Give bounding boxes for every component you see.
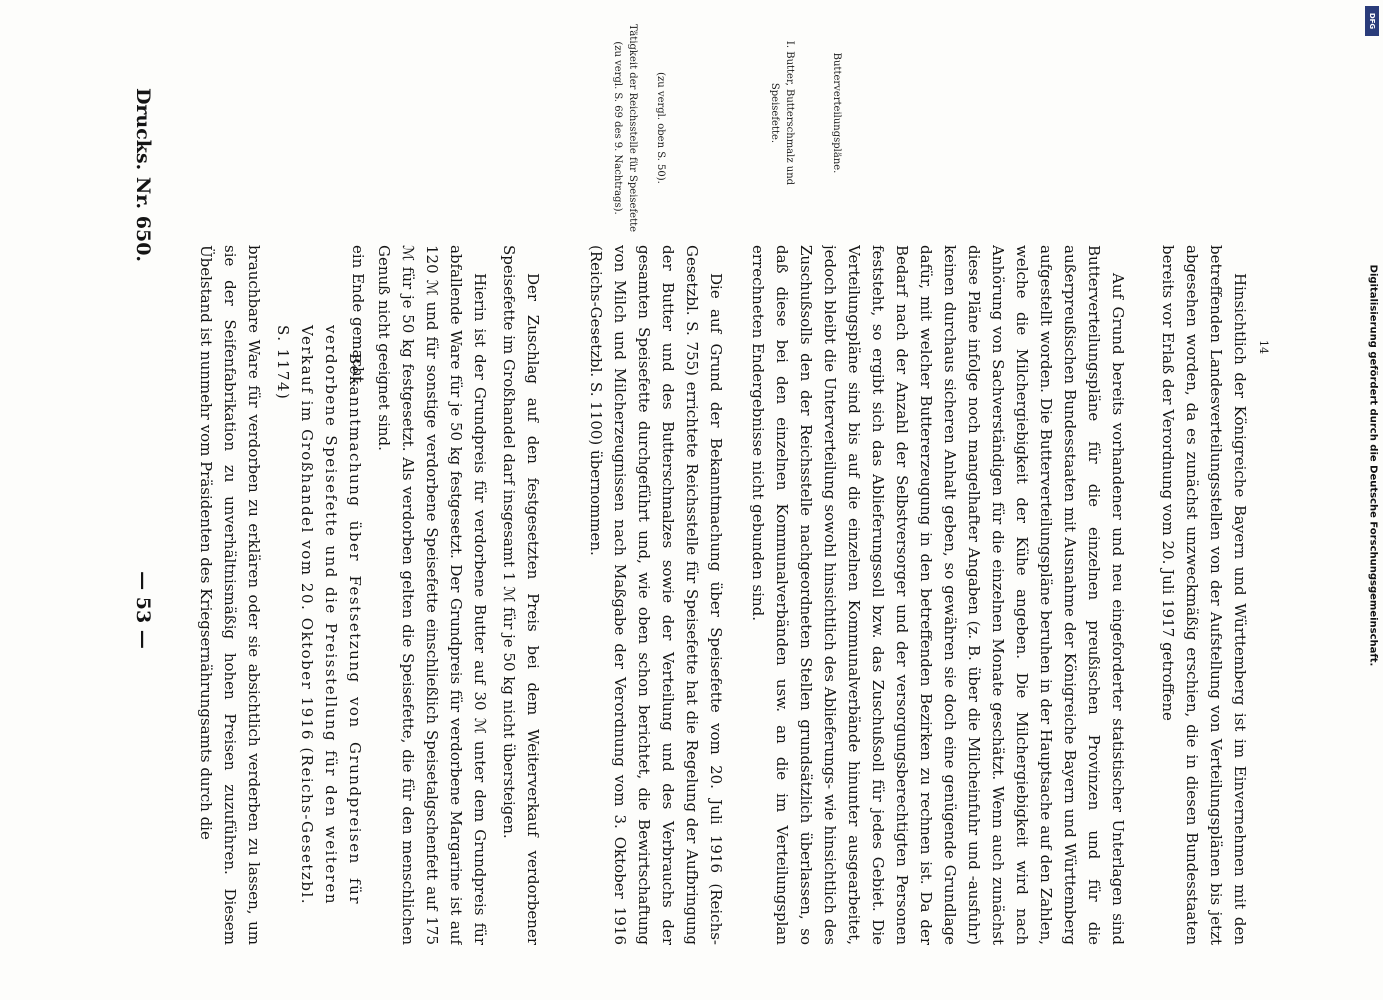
paragraph-block [745, 245, 1130, 945]
margin-note-text: Butterverteilungspläne. [831, 52, 842, 174]
signature-mark-rot: 14 [1257, 340, 1270, 354]
dfg-badge-text: DFG [1368, 12, 1376, 30]
margin-note-text: (zu vergl. oben S. 50). [655, 72, 666, 184]
margin-note [572, 18, 640, 238]
paragraph-block [346, 245, 370, 945]
paragraph-text: ein Ende gemacht. [349, 245, 367, 388]
paragraph-text: Der Zuschlag auf den festgesetzten Preis bei dem Weiterverkauf verdorbener Speisefette im Großhandel darf insgesamt 1 ℳ für je 50 kg nicht übersteigen. [500, 245, 542, 945]
paragraph-text: Hierin ist der Grundpreis für verdorbene Butter auf 30 ℳ unter dem Grundpreis für abfallende Ware für je 50 kg festgesetzt. Der Grundpreis für verdorbene Margarine ist auf 120 ℳ und für sonstige verdorbene Speisefette einschließlich Speisetalgschenfett auf 175 ℳ für je 50 kg festgesetzt. Als verdorben gelten die Speisefette, die für den menschlichen Genuß nicht geeignet sind. [375, 245, 489, 945]
paragraph-text: Bekanntmachung über Festsetzung von Grundpreisen für verdorbene Speisefette und die Preisstellung für den weiteren Verkauf im Großhandel vom 20. Oktober 1916 (Reichs-Gesetzbl. S. 1174) [274, 325, 364, 905]
margin-note [822, 18, 844, 208]
dfg-credit-line: Digitalisierung gefördert durch die Deutsche Forschungsgemeinschaft. [1367, 264, 1379, 667]
paragraph-block [570, 245, 728, 945]
margin-note-text: I. Butter, Butterschmalz und Speisefette. [769, 40, 795, 186]
margin-note [646, 18, 668, 238]
margin-note-text: Tätigkeit der Reichsstelle für Speisefette (zu vergl. S. 69 des 9. Nachtrags). [612, 23, 638, 233]
paragraph-text: Die auf Grund der Bekanntmachung über Speisefette vom 20. Juli 1916 (Reichs-Gesetzbl. S. 755) errichtete Reichsstelle für Speisefette hat die Regelung der Aufbringung der Butter und des Butterschmalzes sowie der Verteilung und des Verbrauchs der gesamten Speisefette durchgeführt und, wie oben schon berichtet, die Bewirtschaftung von Milch und Milcherzeugnissen nach Maßgabe der Verordnung vom 3. Oktober 1916 (Reichs-Gesetzbl. S. 1100) übernommen. [587, 245, 725, 945]
paragraph-block [495, 245, 545, 945]
paragraph-text: Auf Grund bereits vorhandener und neu eingeforderter statistischer Unterlagen sind Butterverteilungspläne für die einzelnen preußischen Provinzen und für die außerpreußischen Bundesstaaten mit Ausnahme der Königreiche Bayern und Württemberg aufgestellt worden. Die Butterverteilungspläne beruhen in der Hauptsache auf den Zahlen, welche die Milchergiebigkeit der Kühe angeben. Die Milchergiebigkeit wird nach Anhörung von Sachverständigen für die einzelnen Monate geschätzt. Wenn auch zunächst diese Pläne infolge noch mangelhafter Angaben (z. B. über die Milcheinfuhr und -ausfuhr) keinen durchaus sicheren Anhalt geben, so gewähren sie doch eine genügende Grundlage dafür, mit welcher Buttererzeugung in den betreffenden Bezirken zu rechnen ist. Da der Bedarf nach der Anzahl der Selbstversorger und der versorgungsberechtigten Personen feststeht, so ergibt sich das Ablieferungssoll bzw. das Zuschußsoll für jedes Gebiet. Die Verteilungspläne sind bis auf die einzelnen Kommunalverbände hinunter ausgearbeitet, jedoch bleibt die Unterverteilung sowohl hinsichtlich des Ablieferungs- wie hinsichtlich des Zuschußsolls den der Reichsstelle nachgeordneten Stellen grundsätzlich überlassen, so daß diese bei den einzelnen Kommunalverbänden usw. an die im Verteilungsplan errechneten Endergebnisse nicht gebunden sind. [749, 245, 1127, 945]
page-number-rot: — 53 — [132, 571, 154, 649]
paragraph-text: Hinsichtlich der Königreiche Bayern und Württemberg ist im Einvernehmen mit den betreffenden Landesverteilungsstellen von der Aufstellung von Verteilungsplänen bis jetzt abgesehen worden, da es zunächst unzweckmäßig erschien, die in diesen Bundesstaaten bereits vor Erlaß der Verordnung vom 20. Juli 1917 getroffene [1159, 245, 1249, 945]
paragraph-block [1134, 245, 1252, 945]
paragraph-text: brauchbare Ware für verdorben zu erklären oder sie absichtlich verderben zu lassen, um sie der Seifenfabrikation zu unverhältnismäßig hohen Preisen zuzuführen. Diesem Übelstand ist nunmehr vom Präsidenten des Kriegsernährungsamts durch die [197, 245, 263, 945]
margin-note [757, 18, 797, 208]
paragraph-block [372, 245, 492, 945]
drucksache-rot: Drucks. Nr. 650. [132, 87, 154, 263]
